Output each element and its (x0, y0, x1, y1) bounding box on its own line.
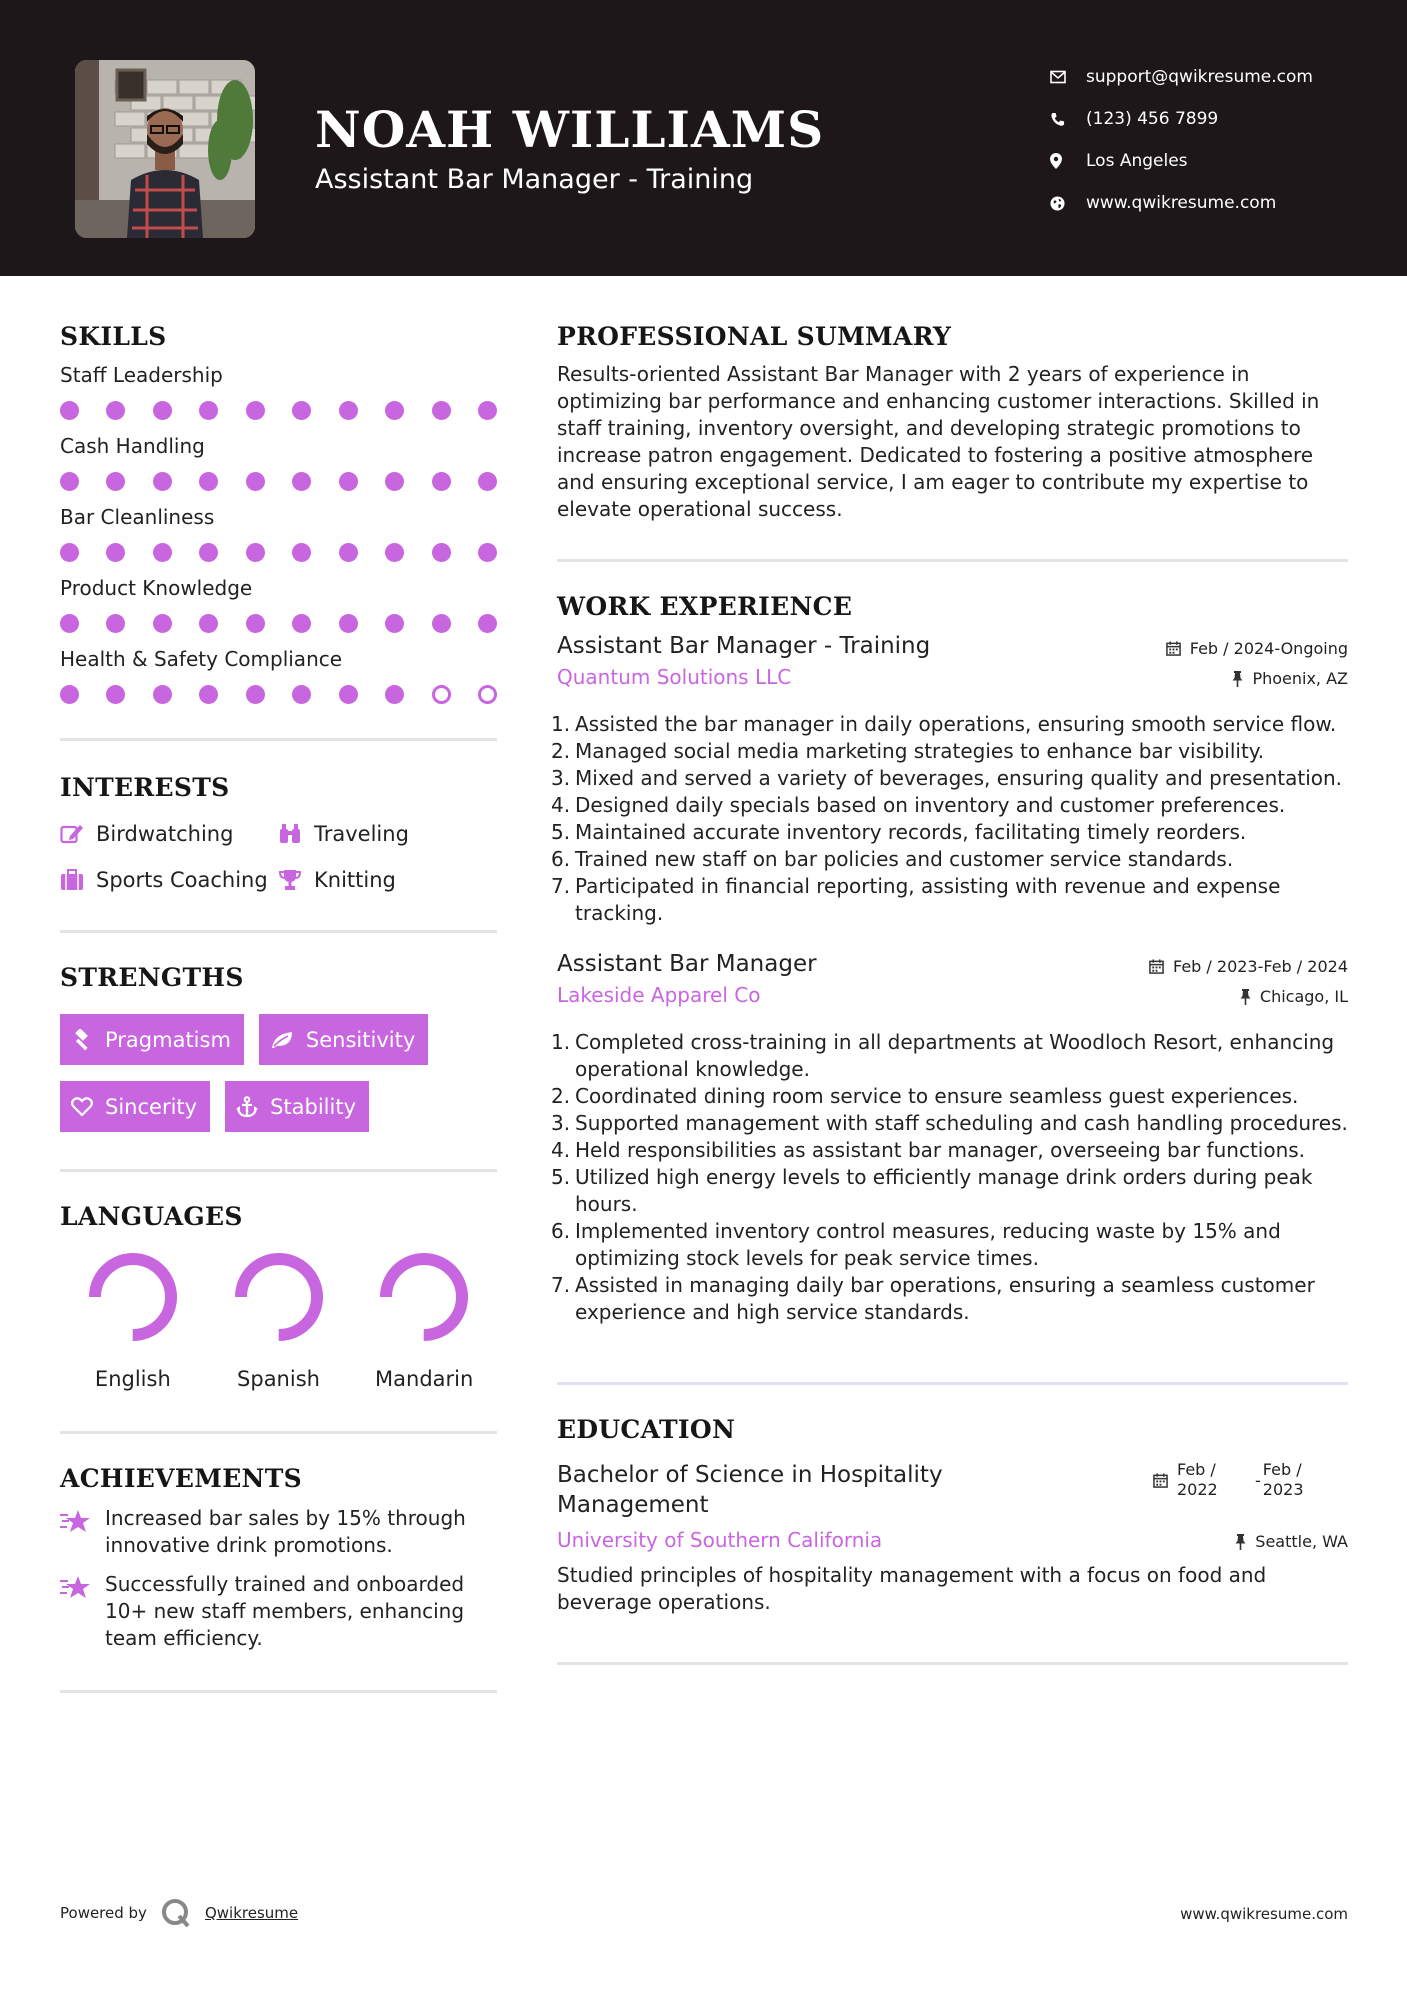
phone-icon (1050, 112, 1086, 127)
left-column (60, 322, 497, 1693)
contact-email-text: support@qwikresume.com (1086, 67, 1313, 87)
achievements-section (60, 1464, 497, 1652)
rating-dot-filled (153, 543, 172, 562)
interest-item (278, 822, 497, 846)
strength-label: Pragmatism (105, 1027, 231, 1052)
rating-dot-filled (478, 472, 497, 491)
footer-website[interactable]: www.qwikresume.com (1180, 1905, 1348, 1923)
rating-dot-filled (60, 543, 79, 562)
skills-list (60, 363, 497, 704)
duty-text: Assisted in managing daily bar operations, ensuring a seamless customer experience and high service standards. (575, 1273, 1315, 1324)
language-level-arc (95, 1259, 171, 1335)
achievement-item (60, 1571, 497, 1652)
duty-item (551, 765, 1348, 792)
duty-text: Participated in financial reporting, assisting with revenue and expense tracking. (575, 874, 1281, 925)
duty-text: Implemented inventory control measures, reducing waste by 15% and optimizing stock levels for peak service times. (575, 1219, 1281, 1270)
strength-badge (259, 1014, 428, 1065)
duty-number: 6. (551, 847, 571, 871)
skill-rating (60, 685, 497, 704)
contact-location-text: Los Angeles (1086, 151, 1188, 171)
job-dates (1166, 639, 1348, 658)
rating-dot-filled (199, 685, 218, 704)
rating-dot-filled (292, 401, 311, 420)
contact-phone[interactable] (1050, 98, 1313, 140)
duty-text: Supported management with staff scheduling and cash handling procedures. (575, 1111, 1348, 1135)
rating-dot-filled (292, 543, 311, 562)
interest-label: Birdwatching (96, 822, 234, 846)
rating-dot-filled (385, 614, 404, 633)
rating-dot-filled (153, 401, 172, 420)
interests-heading: INTERESTS (60, 773, 230, 802)
skill-rating (60, 472, 497, 491)
degree-title: Bachelor of Science in Hospitality Management (557, 1462, 943, 1518)
duty-number: 6. (551, 1219, 571, 1243)
job-title: Assistant Bar Manager (557, 951, 817, 977)
strengths-list (60, 1014, 497, 1132)
language-item (206, 1251, 352, 1391)
experience-section (551, 592, 1348, 1326)
skill-rating (60, 614, 497, 633)
duty-number: 3. (551, 766, 571, 790)
rating-dot-filled (199, 543, 218, 562)
rating-dot-filled (478, 543, 497, 562)
language-level-arc (241, 1259, 317, 1335)
duty-text: Assisted the bar manager in daily operations, ensuring smooth service flow. (575, 712, 1337, 736)
rating-dot-filled (339, 614, 358, 633)
skill-name: Staff Leadership (60, 363, 223, 387)
contact-list (1050, 56, 1313, 224)
job-dates (1149, 957, 1348, 976)
rating-dot-filled (339, 401, 358, 420)
job-location (1232, 669, 1348, 688)
skill-name: Cash Handling (60, 434, 205, 458)
globe-icon (1050, 196, 1086, 211)
job-location-text: Chicago, IL (1259, 987, 1348, 1006)
duty-item (551, 873, 1348, 927)
rating-dot-filled (246, 614, 265, 633)
duty-item (551, 819, 1348, 846)
leaf-icon (270, 1030, 294, 1050)
interests-list (60, 822, 497, 892)
anchor-icon (236, 1096, 258, 1118)
achievement-text: Successfully trained and onboarded 10+ new staff members, enhancing team efficiency. (105, 1572, 465, 1650)
skill-name: Health & Safety Compliance (60, 647, 343, 671)
calendar-icon (1166, 641, 1181, 656)
rating-dot-filled (292, 614, 311, 633)
job-dates-text: Feb / 2023-Feb / 2024 (1173, 957, 1348, 976)
rating-dot-filled (60, 472, 79, 491)
language-item (60, 1251, 206, 1391)
duty-item (551, 1110, 1348, 1137)
interests-section (60, 773, 497, 892)
rating-dot-filled (385, 472, 404, 491)
rating-dot-filled (432, 401, 451, 420)
resume-header (0, 0, 1407, 276)
rating-dot-filled (292, 685, 311, 704)
languages-heading: LANGUAGES (60, 1202, 243, 1231)
qwikresume-logo-icon (161, 1898, 191, 1928)
duty-text: Maintained accurate inventory records, facilitating timely reorders. (575, 820, 1247, 844)
rating-dot-filled (246, 685, 265, 704)
education-end-date: Feb / 2023 (1262, 1460, 1304, 1499)
rating-dot-filled (106, 614, 125, 633)
duty-number: 7. (551, 874, 571, 898)
rating-dot-filled (385, 685, 404, 704)
education-start-date: Feb / 2022 (1177, 1460, 1218, 1499)
candidate-title: Assistant Bar Manager - Training (315, 164, 754, 195)
calendar-icon (1149, 959, 1164, 974)
star-icon (60, 1571, 105, 1652)
job-dates-text: Feb / 2024-Ongoing (1189, 639, 1348, 658)
rating-dot-filled (432, 472, 451, 491)
duty-text: Mixed and served a variety of beverages, ensuring quality and presentation. (575, 766, 1343, 790)
language-label: Spanish (237, 1367, 320, 1391)
duty-number: 3. (551, 1111, 571, 1135)
company-name: Quantum Solutions LLC (557, 665, 792, 689)
contact-location (1050, 140, 1313, 182)
rating-dot-filled (246, 401, 265, 420)
gavel-icon (71, 1029, 93, 1051)
pushpin-icon (1240, 989, 1251, 1005)
strength-label: Sincerity (105, 1094, 198, 1119)
duty-item (551, 846, 1348, 873)
strength-badge (60, 1014, 244, 1065)
duty-text: Completed cross-training in all departments at Woodloch Resort, enhancing operational knowledge. (575, 1030, 1335, 1081)
section-divider (557, 1382, 1348, 1385)
skill-name: Product Knowledge (60, 576, 253, 600)
rating-dot-filled (60, 685, 79, 704)
contact-website[interactable] (1050, 182, 1313, 224)
job-duties (551, 711, 1348, 927)
section-divider (60, 930, 497, 933)
duty-text: Designed daily specials based on inventory and customer preferences. (575, 793, 1286, 817)
duty-item (551, 738, 1348, 765)
summary-section (557, 322, 1348, 523)
rating-dot-filled (292, 472, 311, 491)
interest-item (60, 868, 278, 892)
strength-badge (60, 1081, 210, 1132)
rating-dot-filled (432, 543, 451, 562)
summary-heading: PROFESSIONAL SUMMARY (557, 322, 952, 351)
achievement-item (60, 1505, 497, 1559)
interest-item (60, 822, 278, 846)
interest-item (278, 868, 497, 892)
education-location-text: Seattle, WA (1255, 1532, 1348, 1551)
duty-item (551, 792, 1348, 819)
language-level-ring (233, 1251, 325, 1343)
powered-by-label: Powered by (60, 1904, 147, 1922)
rating-dot-filled (106, 472, 125, 491)
skills-heading: SKILLS (60, 322, 167, 351)
strength-badge (225, 1081, 369, 1132)
rating-dot-filled (478, 401, 497, 420)
contact-email[interactable] (1050, 56, 1313, 98)
duty-number: 5. (551, 1165, 571, 1189)
language-level-ring (87, 1251, 179, 1343)
rating-dot-filled (153, 472, 172, 491)
rating-dot-filled (339, 685, 358, 704)
duty-number: 1. (551, 712, 571, 736)
profile-photo (75, 60, 255, 238)
job-duties (551, 1029, 1348, 1326)
summary-text: Results-oriented Assistant Bar Manager with 2 years of experience in optimizing bar performance and enhancing customer interactions. Skilled in staff training, inventory oversight, and developing strategic promotions to increase patron engagement. Dedicated to fostering a positive atmosphere and ensuring exceptional service, I am eager to contribute my expertise to elevate operational success. (557, 362, 1320, 521)
rating-dot-filled (246, 543, 265, 562)
qwikresume-link[interactable]: Qwikresume (204, 1904, 299, 1922)
language-item (351, 1251, 497, 1391)
briefcase-icon (60, 869, 96, 891)
rating-dot-filled (153, 685, 172, 704)
school-name: University of Southern California (557, 1528, 883, 1552)
job-location (1240, 987, 1348, 1006)
envelope-icon (1050, 70, 1086, 84)
rating-dot-filled (339, 543, 358, 562)
map-pin-icon (1050, 153, 1086, 169)
right-column (551, 322, 1348, 1665)
calendar-icon (1153, 1473, 1168, 1488)
duty-text: Trained new staff on bar policies and customer service standards. (575, 847, 1234, 871)
trophy-icon (278, 869, 314, 891)
section-divider (60, 1690, 497, 1693)
language-level-ring (378, 1251, 470, 1343)
pushpin-icon (1232, 671, 1243, 687)
section-divider (557, 559, 1348, 562)
rating-dot-filled (199, 472, 218, 491)
duty-text: Held responsibilities as assistant bar manager, overseeing bar functions. (575, 1138, 1306, 1162)
interest-label: Traveling (314, 822, 409, 846)
education-section (557, 1415, 1348, 1616)
duty-number: 5. (551, 820, 571, 844)
contact-website-text: www.qwikresume.com (1086, 193, 1277, 213)
language-level-arc (386, 1259, 462, 1335)
strengths-section (60, 963, 497, 1132)
duty-item (551, 1272, 1348, 1326)
language-label: Mandarin (375, 1367, 474, 1391)
duty-item (551, 1083, 1348, 1110)
education-heading: EDUCATION (557, 1415, 736, 1444)
section-divider (557, 1662, 1348, 1665)
job-location-text: Phoenix, AZ (1252, 669, 1348, 688)
rating-dot-filled (385, 401, 404, 420)
rating-dot-filled (478, 614, 497, 633)
duty-number: 4. (551, 793, 571, 817)
education-location (1235, 1532, 1348, 1551)
education-description: Studied principles of hospitality management with a focus on food and beverage operations. (557, 1563, 1267, 1614)
rating-dot-filled (385, 543, 404, 562)
rating-dot-filled (339, 472, 358, 491)
experience-heading: WORK EXPERIENCE (557, 592, 853, 621)
strengths-heading: STRENGTHS (60, 963, 244, 992)
duty-number: 2. (551, 739, 571, 763)
languages-section (60, 1202, 497, 1391)
rating-dot-empty (478, 685, 497, 704)
skill-rating (60, 543, 497, 562)
duty-text: Managed social media marketing strategies to enhance bar visibility. (575, 739, 1265, 763)
skills-section (60, 322, 497, 704)
duty-text: Utilized high energy levels to efficiently manage drink orders during peak hours. (575, 1165, 1313, 1216)
contact-phone-text: (123) 456 7899 (1086, 109, 1219, 129)
languages-list (60, 1251, 497, 1391)
duty-item (551, 1218, 1348, 1272)
achievement-text: Increased bar sales by 15% through innovative drink promotions. (105, 1506, 466, 1557)
rating-dot-filled (199, 401, 218, 420)
duty-number: 1. (551, 1030, 571, 1054)
skill-name: Bar Cleanliness (60, 505, 215, 529)
duty-number: 2. (551, 1084, 571, 1108)
duty-item (551, 1029, 1348, 1083)
rating-dot-filled (153, 614, 172, 633)
rating-dot-filled (106, 401, 125, 420)
interest-label: Sports Coaching (96, 868, 268, 892)
skill-rating (60, 401, 497, 420)
interest-label: Knitting (314, 868, 396, 892)
rating-dot-empty (432, 685, 451, 704)
duty-item (551, 1137, 1348, 1164)
rating-dot-filled (246, 472, 265, 491)
rating-dot-filled (199, 614, 218, 633)
language-label: English (94, 1367, 171, 1391)
duty-item (551, 711, 1348, 738)
strength-label: Stability (270, 1094, 357, 1119)
job-entry (551, 951, 1348, 1326)
section-divider (60, 738, 497, 741)
duty-item (551, 1164, 1348, 1218)
achievements-heading: ACHIEVEMENTS (60, 1464, 302, 1493)
candidate-name: NOAH WILLIAMS (315, 100, 825, 159)
star-icon (60, 1505, 105, 1559)
heart-icon (71, 1097, 93, 1117)
education-date-separator: - (1255, 1470, 1261, 1490)
rating-dot-filled (106, 543, 125, 562)
rating-dot-filled (432, 614, 451, 633)
job-title: Assistant Bar Manager - Training (557, 633, 931, 659)
binoculars-icon (278, 823, 314, 845)
strength-label: Sensitivity (305, 1027, 416, 1052)
pushpin-icon (1235, 1534, 1246, 1550)
duty-text: Coordinated dining room service to ensure seamless guest experiences. (575, 1084, 1299, 1108)
rating-dot-filled (60, 401, 79, 420)
duty-number: 7. (551, 1273, 571, 1297)
job-entry (551, 633, 1348, 927)
rating-dot-filled (106, 685, 125, 704)
section-divider (60, 1169, 497, 1172)
rating-dot-filled (60, 614, 79, 633)
footer-powered-by (60, 1898, 298, 1928)
edit-icon (60, 823, 96, 845)
company-name: Lakeside Apparel Co (557, 983, 761, 1007)
section-divider (60, 1431, 497, 1434)
education-dates (1153, 1460, 1348, 1500)
duty-number: 4. (551, 1138, 571, 1162)
